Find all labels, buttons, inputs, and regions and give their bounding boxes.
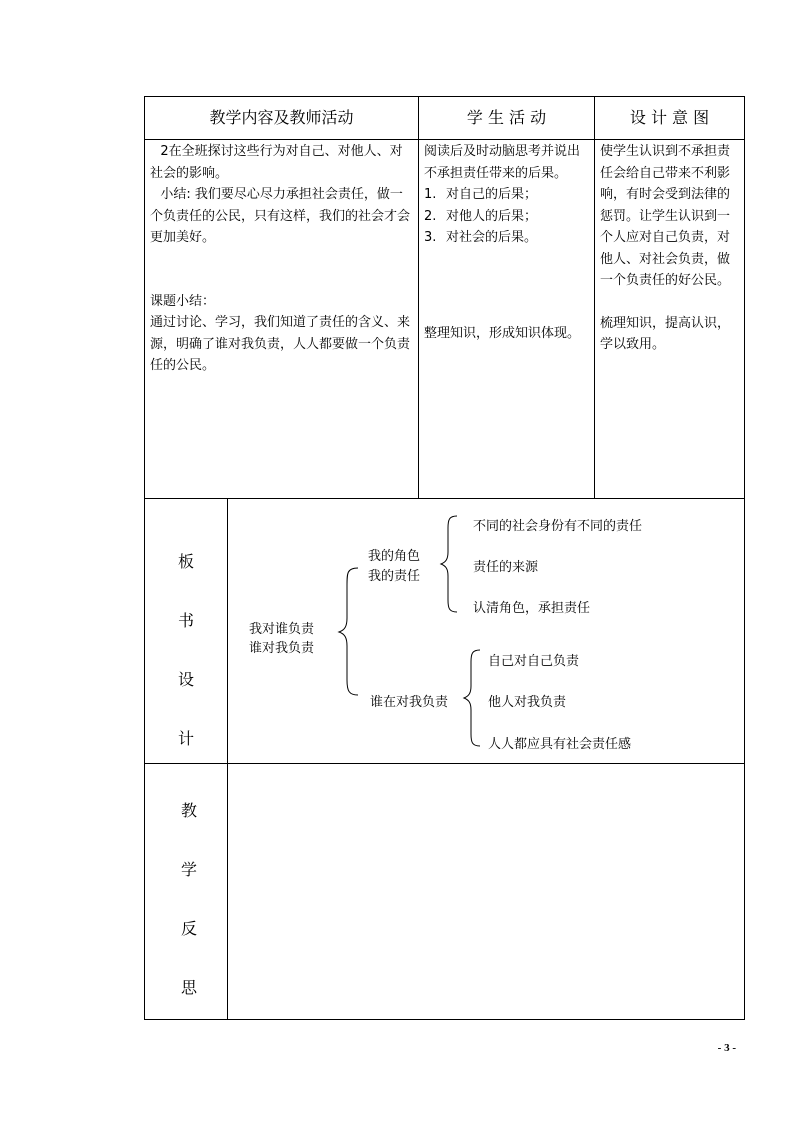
reflection-label-char: 教: [180, 801, 197, 820]
board-label-char: 书: [177, 611, 194, 630]
design-paragraph-1: 使学生认识到不承担责任会给自己带来不利影响，有时会受到法律的惩罚。让学生认识到一个人应对自己负责，对他人、对社会负责，做一个负责任的好公民。: [600, 144, 731, 288]
branch1-brace: [441, 516, 457, 612]
board-branch2-item: 人人都应具有社会责任感: [488, 737, 632, 752]
reflection-label-char: 思: [180, 978, 197, 997]
board-branch2: 谁在对我负责: [370, 695, 449, 710]
student-intro: 阅读后及时动脑思考并说出不承担责任带来的后果。: [424, 144, 581, 181]
board-label-char: 设: [177, 670, 194, 689]
header-student-activity: 学 生 活 动: [466, 108, 547, 127]
branch2-brace: [464, 650, 480, 746]
header-teacher-activity: 教学内容及教师活动: [209, 108, 354, 127]
summary-body: 通过讨论、学习，我们知道了责任的含义、来源，明确了谁对我负责，人人都要做一个负责任的公民。: [150, 315, 411, 373]
student-item: 1. 对自己的后果；: [424, 187, 538, 202]
board-label-char: 板: [177, 552, 194, 571]
teacher-paragraph-2: 小结: 我们要尽心尽力承担社会责任，做一个负责任的公民，只有这样，我们的社会才会更加美好。: [150, 187, 411, 245]
page-number: - 3 -: [717, 1042, 736, 1054]
board-branch1-item: 认清角色，承担责任: [473, 601, 591, 616]
board-branch2-item: 他人对我负责: [488, 695, 567, 710]
board-label-char: 计: [177, 729, 194, 748]
student-item: 3. 对社会的后果。: [424, 230, 538, 245]
board-branch1-item: 不同的社会身份有不同的责任: [473, 519, 643, 534]
board-branch2-item: 自己对自己负责: [488, 654, 580, 669]
board-root-line-2: 谁对我负责: [249, 641, 315, 656]
student-item: 2. 对他人的后果；: [424, 208, 538, 224]
board-branch1-item: 责任的来源: [473, 560, 539, 575]
reflection-label-char: 学: [180, 860, 197, 879]
student-note: 整理知识，形成知识体现。: [424, 325, 581, 341]
board-branch1-line-1: 我的角色: [368, 549, 421, 564]
design-paragraph-2: 梳理知识，提高认识，学以致用。: [600, 315, 731, 352]
summary-title: 课题小结：: [150, 293, 216, 309]
board-branch1-line-2: 我的责任: [368, 569, 421, 584]
root-brace: [339, 568, 358, 695]
reflection-label-char: 反: [180, 919, 197, 938]
header-design-intent: 设 计 意 图: [629, 108, 710, 127]
teacher-paragraph-1: 2在全班探讨这些行为对自己、对他人、对社会的影响。: [150, 144, 403, 181]
board-root-line-1: 我对谁负责: [249, 622, 315, 637]
